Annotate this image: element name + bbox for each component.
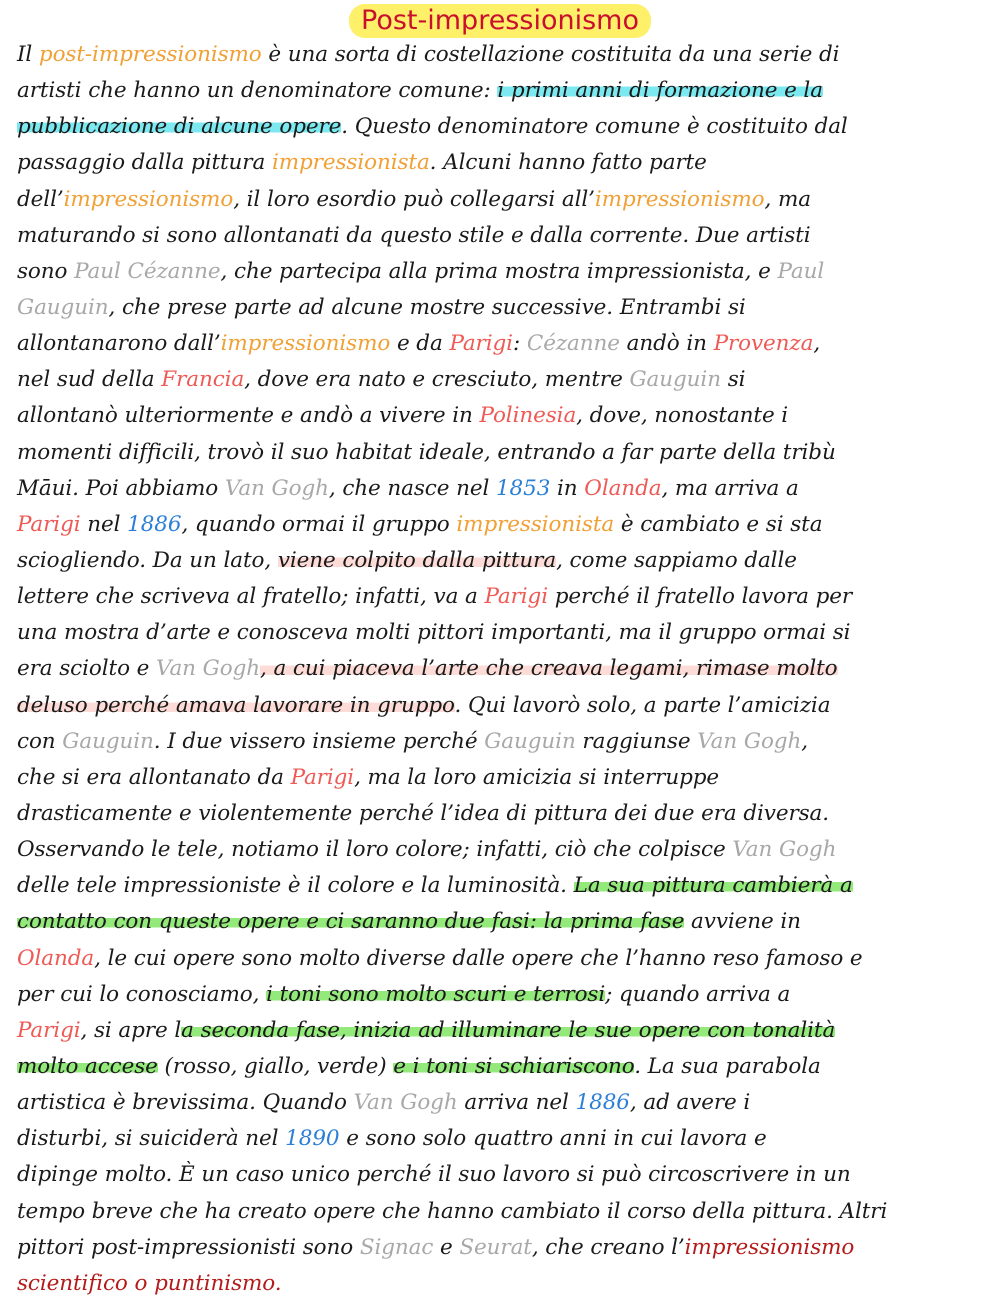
colored-term: impressionismo xyxy=(63,186,234,212)
highlighted-text: pubblicazione di alcune opere xyxy=(17,114,342,140)
colored-term: Gauguin xyxy=(629,367,721,393)
colored-term: Provenza xyxy=(713,331,814,357)
text-segment: dipinge molto. È un caso unico perché il suo lavoro si può circoscrivere in un xyxy=(17,1162,851,1188)
text-segment: , ma xyxy=(764,186,811,212)
text-line xyxy=(17,760,992,796)
text-segment: , si apre l xyxy=(80,1017,182,1043)
text-segment: artisti che hanno un denominatore comune: xyxy=(17,78,498,104)
text-segment: delle tele impressioniste è il colore e la luminosità. xyxy=(17,873,574,899)
text-segment: maturando si sono allontanati da questo stile e dalla corrente. Due artisti xyxy=(17,222,811,248)
text-segment: avviene in xyxy=(684,909,801,935)
colored-term: Parigi xyxy=(17,1017,81,1043)
text-segment: . Qui lavorò solo, a parte l’amicizia xyxy=(454,692,831,718)
text-segment: con xyxy=(17,728,63,754)
text-segment: , il loro esordio può collegarsi all’ xyxy=(233,186,595,212)
text-line xyxy=(17,398,992,434)
text-line xyxy=(17,1157,992,1193)
colored-term: Van Gogh xyxy=(224,475,329,501)
colored-term: Seurat xyxy=(459,1234,532,1260)
text-segment: Osservando le tele, notiamo il loro colore; infatti, ciò che colpisce xyxy=(17,837,733,863)
text-line xyxy=(17,941,992,977)
text-line xyxy=(17,868,992,904)
text-segment: era sciolto e xyxy=(17,656,157,682)
text-segment: , dove era nato e cresciuto, mentre xyxy=(244,367,630,393)
text-line xyxy=(17,832,992,868)
text-segment: allontanarono dall’ xyxy=(17,331,221,357)
text-line xyxy=(17,1194,992,1230)
text-line xyxy=(17,543,992,579)
text-segment: . Alcuni hanno fatto parte xyxy=(429,150,707,176)
text-segment: artistica è brevissima. Quando xyxy=(17,1090,354,1116)
text-line xyxy=(17,507,992,543)
text-line xyxy=(17,1049,992,1085)
text-line xyxy=(17,579,992,615)
text-line xyxy=(17,362,992,398)
text-segment: andò in xyxy=(619,331,714,357)
text-segment: , xyxy=(813,331,821,357)
text-line xyxy=(17,182,992,218)
text-segment: Il xyxy=(17,42,39,67)
text-segment: , le cui opere sono molto diverse dalle opere che l’hanno reso famoso e xyxy=(94,945,863,971)
text-line xyxy=(17,1013,992,1049)
highlighted-text: contatto con queste opere e ci saranno due fasi: la prima fase xyxy=(17,909,685,935)
colored-term: Polinesia xyxy=(479,403,577,429)
text-line xyxy=(17,326,992,362)
colored-term: Van Gogh xyxy=(353,1090,458,1116)
text-line xyxy=(17,145,992,181)
colored-term: Parigi xyxy=(449,331,513,357)
colored-term: Francia xyxy=(161,367,245,393)
highlighted-text: e i toni si schiariscono xyxy=(393,1053,635,1079)
text-segment: e sono solo quattro anni in cui lavora e xyxy=(339,1126,767,1152)
text-segment: e da xyxy=(390,331,450,357)
text-segment: . La sua parabola xyxy=(634,1053,821,1079)
highlighted-text: a seconda fase, inizia ad illuminare le sue opere con tonalità xyxy=(181,1017,836,1043)
colored-term: Paul xyxy=(777,258,825,284)
text-line xyxy=(17,471,992,507)
text-line xyxy=(17,904,992,940)
colored-term: Paul Cézanne xyxy=(74,258,221,284)
text-segment: , che partecipa alla prima mostra impressionista, e xyxy=(220,258,778,284)
text-line xyxy=(17,254,992,290)
text-line xyxy=(17,435,992,471)
text-segment: è cambiato e si sta xyxy=(614,511,823,537)
text-segment: , che creano l’ xyxy=(531,1234,685,1260)
text-segment: , come sappiamo dalle xyxy=(556,547,797,573)
text-segment: , ma arriva a xyxy=(661,475,799,501)
text-line xyxy=(17,109,992,145)
text-segment: , ad avere i xyxy=(629,1090,751,1116)
text-line xyxy=(17,37,992,73)
highlighted-text: i toni sono molto scuri e terrosi xyxy=(266,981,606,1007)
highlighted-text: La sua pittura cambierà a xyxy=(573,873,853,899)
text-segment: pittori post-impressionisti sono xyxy=(17,1234,360,1260)
text-segment: è una sorta di costellazione costituita da una serie di xyxy=(261,42,840,67)
text-segment: sciogliendo. Da un lato, xyxy=(17,547,278,573)
text-segment: : xyxy=(512,331,527,357)
colored-term: Van Gogh xyxy=(156,656,260,682)
text-line xyxy=(17,1230,992,1266)
text-line xyxy=(17,1085,992,1121)
text-segment: passaggio dalla pittura xyxy=(17,150,272,176)
text-segment: dell’ xyxy=(17,186,64,212)
colored-term: Parigi xyxy=(17,511,81,537)
text-segment: disturbi, si suiciderà nel xyxy=(17,1126,286,1152)
text-line xyxy=(17,977,992,1013)
text-line xyxy=(17,688,992,724)
text-segment: raggiunse xyxy=(575,728,698,754)
colored-term: Olanda xyxy=(17,945,95,971)
colored-term: 1886 xyxy=(127,511,182,537)
text-segment: si xyxy=(720,367,746,393)
text-segment: per cui lo conosciamo, xyxy=(17,981,267,1007)
text-segment: , che prese parte ad alcune mostre successive. Entrambi si xyxy=(108,294,746,320)
colored-term: Van Gogh xyxy=(697,728,802,754)
text-segment: che si era allontanato da xyxy=(17,764,291,790)
title-area xyxy=(0,4,1000,38)
text-segment: una mostra d’arte e conosceva molti pittori importanti, ma il gruppo ormai si xyxy=(17,620,851,646)
text-line xyxy=(17,651,992,687)
text-segment: nel sud della xyxy=(17,367,162,393)
text-segment: . I due vissero insieme perché xyxy=(153,728,485,754)
page-title: Post-impressionismo xyxy=(349,4,651,38)
text-segment: arriva nel xyxy=(457,1090,576,1116)
text-segment: ; quando arriva a xyxy=(605,981,791,1007)
colored-term: Gauguin xyxy=(17,294,109,320)
text-segment: , ma la loro amicizia si interruppe xyxy=(354,764,720,790)
colored-term: Van Gogh xyxy=(732,837,837,863)
text-segment: , quando ormai il gruppo xyxy=(181,511,457,537)
text-line xyxy=(17,724,992,760)
colored-term: Gauguin xyxy=(62,728,154,754)
colored-term: impressionismo xyxy=(220,331,391,357)
text-segment: , dove, nonostante i xyxy=(576,403,789,429)
colored-term: Gauguin xyxy=(484,728,576,754)
text-segment: , xyxy=(801,728,808,754)
text-line xyxy=(17,615,992,651)
highlighted-text: deluso perché amava lavorare in gruppo xyxy=(17,692,455,718)
highlighted-text: viene colpito dalla pittura xyxy=(277,547,557,573)
text-segment: drasticamente e violentemente perché l’idea di pittura dei due era diversa. xyxy=(17,800,830,826)
colored-term: impressionista xyxy=(271,150,430,176)
text-segment: tempo breve che ha creato opere che hanno cambiato il corso della pittura. Altri xyxy=(17,1198,888,1224)
text-segment: momenti difficili, trovò il suo habitat ideale, entrando a far parte della tribù xyxy=(17,439,836,465)
colored-term: scientifico o puntinismo. xyxy=(17,1270,282,1296)
colored-term: post-impressionismo xyxy=(38,42,262,67)
colored-term: Cézanne xyxy=(526,331,620,357)
colored-term: impressionismo xyxy=(594,186,765,212)
text-segment: sono xyxy=(17,258,75,284)
colored-term: impressionista xyxy=(456,511,615,537)
text-line xyxy=(17,73,992,109)
text-segment: lettere che scriveva al fratello; infatti, va a xyxy=(17,584,485,610)
highlighted-text: i primi anni di formazione e la xyxy=(497,78,823,104)
colored-term: 1853 xyxy=(495,475,551,501)
text-segment: nel xyxy=(80,511,128,537)
colored-term: Signac xyxy=(359,1234,434,1260)
text-segment: . Questo denominatore comune è costituito dal xyxy=(341,114,848,140)
text-segment: perché il fratello lavora per xyxy=(548,584,853,610)
text-segment: allontanò ulteriormente e andò a vivere in xyxy=(17,403,480,429)
text-segment: Māui. Poi abbiamo xyxy=(17,475,225,501)
colored-term: Olanda xyxy=(584,475,662,501)
colored-term: Parigi xyxy=(484,584,548,610)
text-segment: , che nasce nel xyxy=(328,475,496,501)
colored-term: impressionismo xyxy=(684,1234,855,1260)
text-line xyxy=(17,290,992,326)
colored-term: Parigi xyxy=(290,764,355,790)
text-segment: in xyxy=(550,475,585,501)
body-text xyxy=(17,37,992,1302)
text-segment: e xyxy=(433,1234,460,1260)
text-line xyxy=(17,796,992,832)
colored-term: 1890 xyxy=(285,1126,340,1152)
text-segment: (rosso, giallo, verde) xyxy=(157,1053,394,1079)
text-line xyxy=(17,1121,992,1157)
colored-term: 1886 xyxy=(575,1090,630,1116)
highlighted-text: , a cui piaceva l’arte che creava legami, rimase molto xyxy=(260,656,838,682)
highlighted-text: molto accese xyxy=(17,1053,158,1079)
text-line xyxy=(17,218,992,254)
text-line xyxy=(17,1266,992,1302)
